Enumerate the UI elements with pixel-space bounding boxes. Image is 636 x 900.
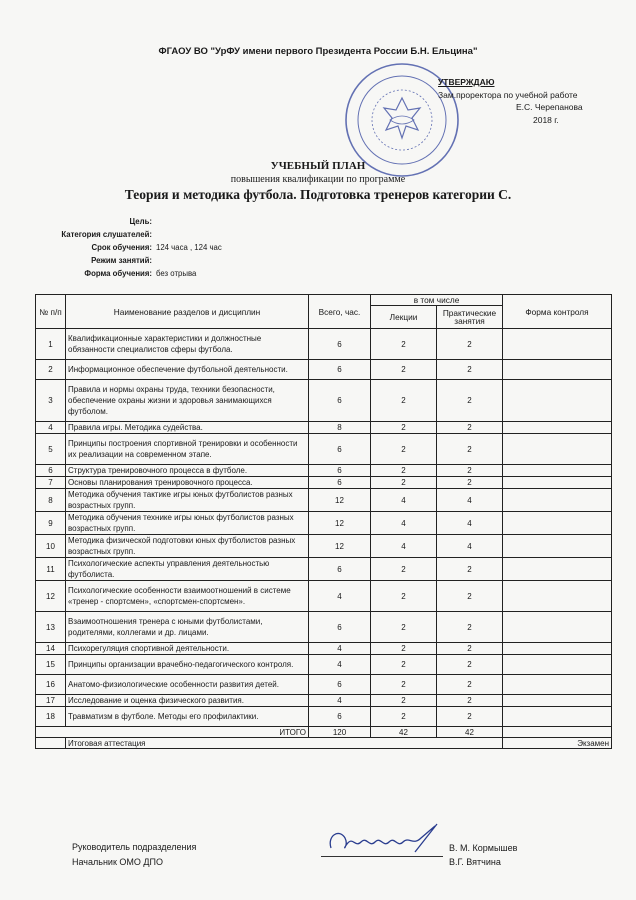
total-control bbox=[503, 727, 612, 738]
final-control: Экзамен bbox=[503, 738, 612, 749]
header-including: в том числе bbox=[371, 295, 503, 306]
row-practice: 2 bbox=[437, 612, 503, 643]
row-practice: 2 bbox=[437, 434, 503, 465]
row-name: Исследование и оценка физического развития. bbox=[66, 695, 309, 707]
row-num: 12 bbox=[36, 581, 66, 612]
row-total: 4 bbox=[309, 581, 371, 612]
table-row bbox=[36, 512, 612, 535]
row-control bbox=[503, 422, 612, 434]
row-lectures: 2 bbox=[371, 465, 437, 477]
table-row bbox=[36, 329, 612, 360]
row-practice: 2 bbox=[437, 558, 503, 581]
row-practice: 2 bbox=[437, 581, 503, 612]
row-control bbox=[503, 558, 612, 581]
row-lectures: 2 bbox=[371, 422, 437, 434]
approve-name: Е.С. Черепанова bbox=[516, 102, 583, 112]
row-practice: 2 bbox=[437, 643, 503, 655]
row-name: Принципы организации врачебно-педагогического контроля. bbox=[66, 655, 309, 675]
final-attestation-row bbox=[36, 738, 612, 749]
omo-title: Начальник ОМО ДПО bbox=[72, 857, 163, 867]
row-num: 3 bbox=[36, 380, 66, 422]
total-label: ИТОГО bbox=[36, 727, 309, 738]
schedule-label: Режим занятий: bbox=[91, 256, 152, 265]
curriculum-table bbox=[35, 294, 612, 749]
row-control bbox=[503, 581, 612, 612]
approve-title: УТВЕРЖДАЮ bbox=[438, 77, 495, 87]
row-practice: 4 bbox=[437, 535, 503, 558]
program-title: Теория и методика футбола. Подготовка тренеров категории С. bbox=[124, 187, 512, 202]
row-name: Информационное обеспечение футбольной деятельности. bbox=[66, 360, 309, 380]
row-total: 4 bbox=[309, 655, 371, 675]
row-lectures: 2 bbox=[371, 612, 437, 643]
row-control bbox=[503, 477, 612, 489]
row-num: 7 bbox=[36, 477, 66, 489]
row-control bbox=[503, 612, 612, 643]
total-practice: 42 bbox=[437, 727, 503, 738]
duration-value: 124 часа , 124 час bbox=[156, 243, 222, 252]
row-control bbox=[503, 643, 612, 655]
row-control bbox=[503, 655, 612, 675]
table-row bbox=[36, 558, 612, 581]
row-name: Взаимоотношения тренера с юными футболистами, родителями, коллегами и др. лицами. bbox=[66, 612, 309, 643]
head-name: В. М. Кормышев bbox=[449, 843, 518, 853]
row-num: 2 bbox=[36, 360, 66, 380]
row-practice: 2 bbox=[437, 380, 503, 422]
header-num: № п/п bbox=[36, 295, 66, 329]
row-total: 6 bbox=[309, 465, 371, 477]
plan-title: УЧЕБНЫЙ ПЛАН bbox=[270, 160, 366, 172]
row-num: 5 bbox=[36, 434, 66, 465]
row-total: 6 bbox=[309, 360, 371, 380]
table-row bbox=[36, 707, 612, 727]
row-total: 12 bbox=[309, 512, 371, 535]
row-practice: 2 bbox=[437, 422, 503, 434]
row-total: 6 bbox=[309, 675, 371, 695]
row-lectures: 2 bbox=[371, 477, 437, 489]
header-name: Наименование разделов и дисциплин bbox=[66, 295, 309, 329]
row-practice: 2 bbox=[437, 675, 503, 695]
goal-label: Цель: bbox=[129, 217, 152, 226]
row-num: 8 bbox=[36, 489, 66, 512]
row-lectures: 2 bbox=[371, 434, 437, 465]
table-row bbox=[36, 643, 612, 655]
row-lectures: 4 bbox=[371, 535, 437, 558]
row-control bbox=[503, 434, 612, 465]
table-row bbox=[36, 581, 612, 612]
row-total: 4 bbox=[309, 643, 371, 655]
row-total: 6 bbox=[309, 558, 371, 581]
row-control bbox=[503, 675, 612, 695]
row-control bbox=[503, 512, 612, 535]
final-label: Итоговая аттестация bbox=[66, 738, 503, 749]
handwritten-signature bbox=[325, 818, 445, 863]
row-num: 1 bbox=[36, 329, 66, 360]
row-name: Структура тренировочного процесса в футболе. bbox=[66, 465, 309, 477]
meta-form bbox=[0, 269, 196, 278]
row-lectures: 2 bbox=[371, 380, 437, 422]
row-control bbox=[503, 489, 612, 512]
row-name: Правила игры. Методика судейства. bbox=[66, 422, 309, 434]
row-practice: 4 bbox=[437, 489, 503, 512]
final-num bbox=[36, 738, 66, 749]
row-lectures: 2 bbox=[371, 655, 437, 675]
duration-label: Срок обучения: bbox=[91, 243, 152, 252]
row-name: Методика обучения тактике игры юных футболистов разных возрастных групп. bbox=[66, 489, 309, 512]
row-total: 6 bbox=[309, 477, 371, 489]
row-practice: 2 bbox=[437, 655, 503, 675]
meta-goal bbox=[0, 217, 152, 226]
row-name: Методика обучения технике игры юных футболистов разных возрастных групп. bbox=[66, 512, 309, 535]
table-row bbox=[36, 380, 612, 422]
row-total: 12 bbox=[309, 489, 371, 512]
header-practice: Практические занятия bbox=[437, 306, 503, 329]
row-total: 12 bbox=[309, 535, 371, 558]
row-practice: 2 bbox=[437, 477, 503, 489]
row-num: 17 bbox=[36, 695, 66, 707]
row-control bbox=[503, 329, 612, 360]
row-practice: 4 bbox=[437, 512, 503, 535]
row-control bbox=[503, 695, 612, 707]
row-num: 6 bbox=[36, 465, 66, 477]
plan-subtitle: повышения квалификации по программе bbox=[230, 174, 406, 185]
row-practice: 2 bbox=[437, 707, 503, 727]
row-name: Основы планирования тренировочного процесса. bbox=[66, 477, 309, 489]
table-row bbox=[36, 675, 612, 695]
row-total: 6 bbox=[309, 434, 371, 465]
row-control bbox=[503, 380, 612, 422]
organization-title: ФГАОУ ВО "УрФУ имени первого Президента России Б.Н. Ельцина" bbox=[158, 46, 478, 57]
row-num: 13 bbox=[36, 612, 66, 643]
row-lectures: 2 bbox=[371, 360, 437, 380]
total-hours: 120 bbox=[309, 727, 371, 738]
approve-position: Зам.проректора по учебной работе bbox=[438, 89, 578, 100]
table-row bbox=[36, 612, 612, 643]
form-label: Форма обучения: bbox=[84, 269, 152, 278]
total-row bbox=[36, 727, 612, 738]
row-lectures: 2 bbox=[371, 643, 437, 655]
category-label: Категория слушателей: bbox=[61, 230, 152, 239]
row-lectures: 2 bbox=[371, 695, 437, 707]
row-name: Психологические аспекты управления деятельностью футболиста. bbox=[66, 558, 309, 581]
row-total: 8 bbox=[309, 422, 371, 434]
row-total: 4 bbox=[309, 695, 371, 707]
meta-category bbox=[0, 230, 152, 239]
row-lectures: 4 bbox=[371, 489, 437, 512]
row-name: Принципы построения спортивной тренировки и особенности их реализации на современном этапе. bbox=[66, 434, 309, 465]
approval-block bbox=[438, 76, 583, 126]
row-name: Психологические особенности взаимоотношений в системе «тренер - спортсмен», «спортсмен-спортсмен». bbox=[66, 581, 309, 612]
table-row bbox=[36, 477, 612, 489]
table-row bbox=[36, 535, 612, 558]
row-total: 6 bbox=[309, 707, 371, 727]
row-num: 16 bbox=[36, 675, 66, 695]
row-num: 15 bbox=[36, 655, 66, 675]
header-control: Форма контроля bbox=[503, 295, 612, 329]
form-value: без отрыва bbox=[156, 269, 197, 278]
row-practice: 2 bbox=[437, 695, 503, 707]
table-row bbox=[36, 695, 612, 707]
row-lectures: 4 bbox=[371, 512, 437, 535]
row-total: 6 bbox=[309, 380, 371, 422]
table-row bbox=[36, 360, 612, 380]
row-name: Психорегуляция спортивной деятельности. bbox=[66, 643, 309, 655]
row-num: 11 bbox=[36, 558, 66, 581]
row-control bbox=[503, 360, 612, 380]
row-num: 9 bbox=[36, 512, 66, 535]
row-lectures: 2 bbox=[371, 581, 437, 612]
row-num: 10 bbox=[36, 535, 66, 558]
table-row bbox=[36, 489, 612, 512]
row-total: 6 bbox=[309, 612, 371, 643]
row-name: Правила и нормы охраны труда, техники безопасности, обеспечение охраны жизни и здоровья занимающихся футболом. bbox=[66, 380, 309, 422]
row-num: 18 bbox=[36, 707, 66, 727]
row-lectures: 2 bbox=[371, 558, 437, 581]
table-row bbox=[36, 465, 612, 477]
header-lectures: Лекции bbox=[371, 306, 437, 329]
row-name: Методика физической подготовки юных футболистов разных возрастных групп. bbox=[66, 535, 309, 558]
total-lectures: 42 bbox=[371, 727, 437, 738]
table-row bbox=[36, 434, 612, 465]
row-practice: 2 bbox=[437, 360, 503, 380]
head-title: Руководитель подразделения bbox=[72, 842, 197, 852]
row-total: 6 bbox=[309, 329, 371, 360]
row-control bbox=[503, 535, 612, 558]
row-control bbox=[503, 465, 612, 477]
row-practice: 2 bbox=[437, 329, 503, 360]
row-lectures: 2 bbox=[371, 707, 437, 727]
table-row bbox=[36, 655, 612, 675]
row-num: 14 bbox=[36, 643, 66, 655]
row-name: Квалификационные характеристики и должностные обязанности специалистов сферы футбола. bbox=[66, 329, 309, 360]
table-row bbox=[36, 422, 612, 434]
meta-schedule bbox=[0, 256, 152, 265]
meta-duration bbox=[0, 243, 222, 252]
row-lectures: 2 bbox=[371, 329, 437, 360]
row-name: Травматизм в футболе. Методы его профилактики. bbox=[66, 707, 309, 727]
row-name: Анатомо-физиологические особенности развития детей. bbox=[66, 675, 309, 695]
row-control bbox=[503, 707, 612, 727]
approve-year: 2018 г. bbox=[533, 114, 559, 125]
row-num: 4 bbox=[36, 422, 66, 434]
header-total: Всего, час. bbox=[309, 295, 371, 329]
row-practice: 2 bbox=[437, 465, 503, 477]
omo-name: В.Г. Вятчина bbox=[449, 857, 501, 867]
row-lectures: 2 bbox=[371, 675, 437, 695]
